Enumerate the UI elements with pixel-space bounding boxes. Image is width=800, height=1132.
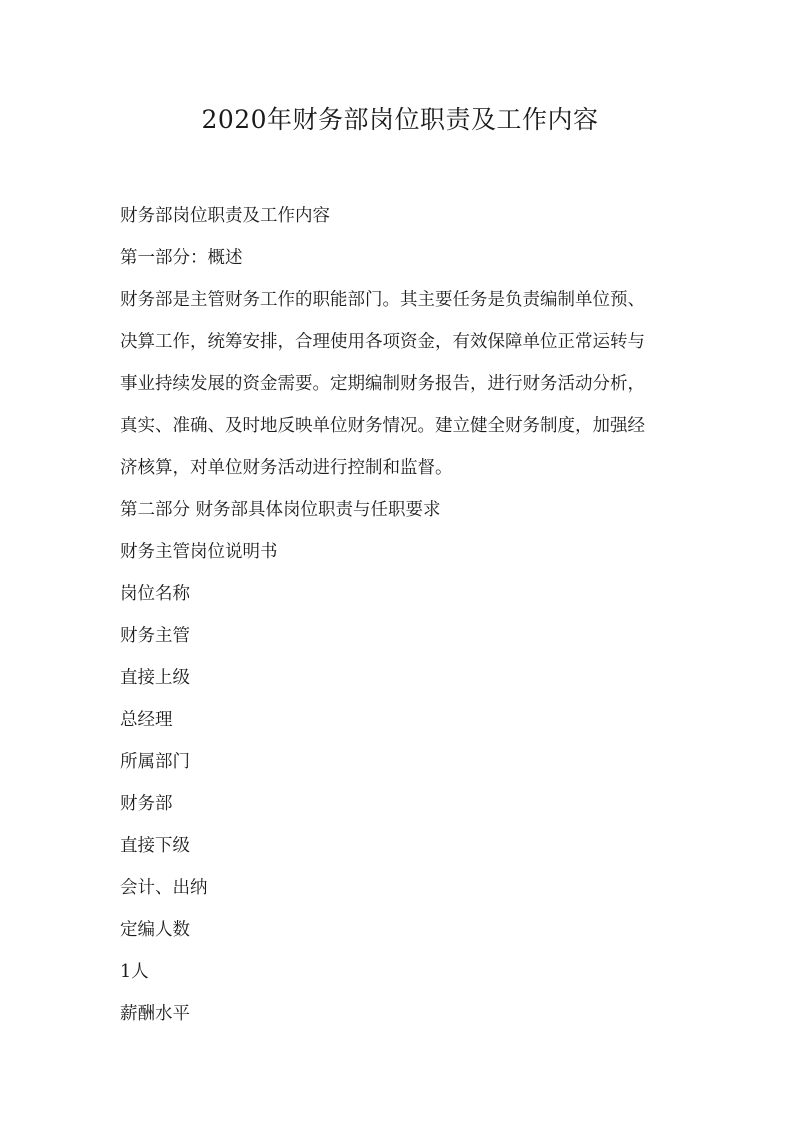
field-value-headcount: 1人 (120, 962, 149, 982)
field-value-direct-superior: 总经理 (120, 710, 173, 730)
overview-paragraph-line: 事业持续发展的资金需要。定期编制财务报告，进行财务活动分析， (120, 374, 645, 394)
field-label-direct-subordinates: 直接下级 (120, 836, 190, 856)
overview-paragraph-line: 决算工作，统筹安排，合理使用各项资金，有效保障单位正常运转与 (120, 332, 645, 352)
section-heading: 财务部岗位职责及工作内容 (120, 206, 330, 226)
field-value-department: 财务部 (120, 794, 173, 814)
overview-paragraph-line: 真实、准确、及时地反映单位财务情况。建立健全财务制度，加强经 (120, 416, 645, 436)
part-one-heading: 第一部分：概述 (120, 248, 243, 268)
document-title: 2020年财务部岗位职责及工作内容 (201, 105, 599, 134)
field-value-direct-subordinates: 会计、出纳 (120, 878, 208, 898)
field-label-position-name: 岗位名称 (120, 584, 190, 604)
part-two-heading: 第二部分 财务部具体岗位职责与任职要求 (120, 500, 441, 520)
field-label-direct-superior: 直接上级 (120, 668, 190, 688)
field-value-position-name: 财务主管 (120, 626, 190, 646)
overview-paragraph-line: 财务部是主管财务工作的职能部门。其主要任务是负责编制单位预、 (120, 290, 645, 310)
document-body (120, 195, 690, 1035)
job-description-heading: 财务主管岗位说明书 (120, 542, 278, 562)
field-label-salary-level: 薪酬水平 (120, 1004, 190, 1024)
field-label-headcount: 定编人数 (120, 920, 190, 940)
overview-paragraph-line: 济核算，对单位财务活动进行控制和监督。 (120, 458, 453, 478)
field-label-department: 所属部门 (120, 752, 190, 772)
